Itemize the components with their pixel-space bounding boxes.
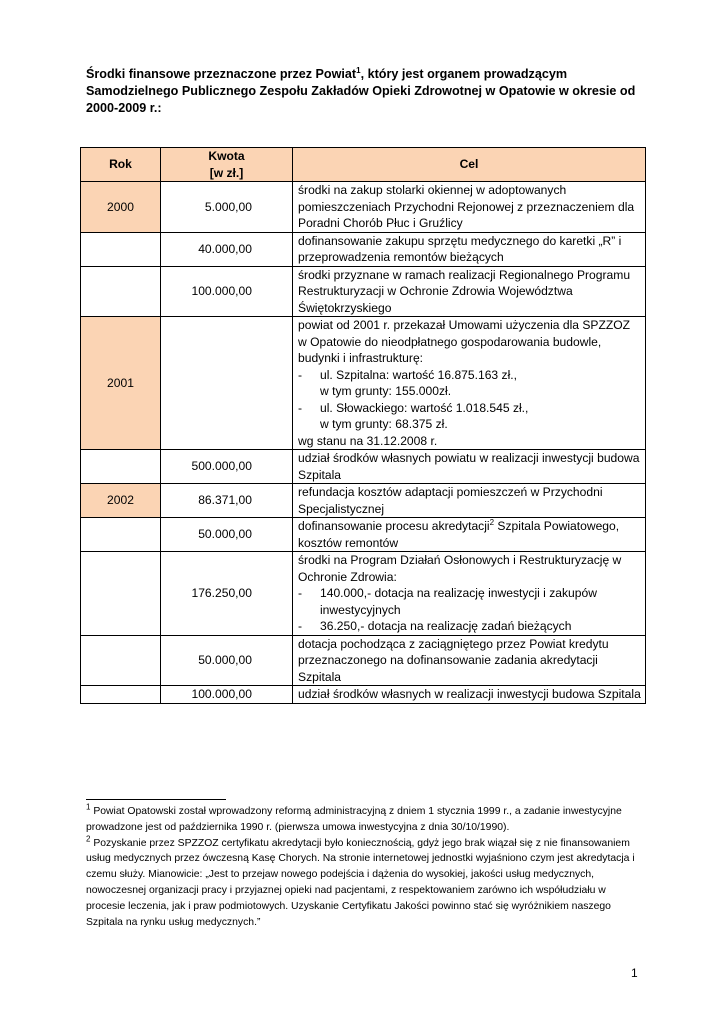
table-row (81, 182, 646, 233)
amount-cell: 500.000,00 (161, 450, 293, 484)
amount-cell: 40.000,00 (161, 232, 293, 266)
list-item (298, 585, 641, 618)
year-cell (81, 266, 161, 317)
purpose-cell: środki przyznane w ramach realizacji Regionalnego Programu Restrukturyzacji w Ochronie Zdrowia Województwa Świętokrzyskiego (293, 266, 646, 317)
header-kwota (161, 148, 293, 182)
list-item-sub: w tym grunty: 155.000zł. (320, 384, 452, 398)
amount-cell (161, 317, 293, 450)
purpose-text: dofinansowanie procesu akredytacji (298, 519, 490, 533)
year-cell (81, 686, 161, 704)
purpose-cell: udział środków własnych w realizacji inwestycji budowa Szpitala (293, 686, 646, 704)
page-title (86, 66, 646, 117)
amount-cell: 86.371,00 (161, 484, 293, 518)
purpose-cell: środki na zakup stolarki okiennej w adoptowanych pomieszczeniach Przychodni Rejonowej z przeznaczeniem dla Poradni Chorób Płuc i Gruźlicy (293, 182, 646, 233)
bullet-dash: - (298, 400, 303, 415)
title-text-cont: , który jest organem prowadzącym Samodzielnego Publicznego Zespołu Zakładów Opieki Zdrowotnej w Opatowie w okresie od 2000-2009 r.: (86, 67, 636, 115)
header-rok: Rok (81, 148, 161, 182)
table-header-row (81, 148, 646, 182)
purpose-cell (293, 518, 646, 552)
table-row (81, 266, 646, 317)
funding-table (80, 147, 646, 704)
footnotes (86, 804, 646, 930)
list-item-text: ul. Słowackiego: wartość 1.018.545 zł., (320, 400, 529, 415)
purpose-cell (293, 552, 646, 636)
year-cell (81, 518, 161, 552)
list-item (298, 618, 641, 635)
year-cell (81, 450, 161, 484)
footnote-1-number: 1 (86, 802, 91, 812)
table-row (81, 450, 646, 484)
purpose-intro: środki na Program Działań Osłonowych i Restrukturyzację w Ochronie Zdrowia: (298, 553, 622, 584)
table-row (81, 686, 646, 704)
amount-cell: 50.000,00 (161, 518, 293, 552)
footnote-separator (86, 799, 226, 800)
footnote-1-text: Powiat Opatowski został wprowadzony reformą administracyjną z dniem 1 stycznia 1999 r., a zadanie inwestycyjne prowadzone jest od października 1990 r. (pierwsza umowa inwestycyjna z dnia 30/10/1990). (86, 806, 622, 833)
list-item-text: 140.000,- dotacja na realizację inwestycji i zakupów inwestycyjnych (320, 586, 597, 617)
year-cell (81, 635, 161, 686)
page-number: 1 (631, 966, 638, 980)
table-row (81, 552, 646, 636)
title-text: Środki finansowe przeznaczone przez Powiat (86, 67, 357, 81)
year-cell: 2002 (81, 484, 161, 518)
list-item (298, 400, 641, 417)
list-item-text: 36.250,- dotacja na realizację zadań bieżących (320, 619, 572, 633)
year-cell: 2000 (81, 182, 161, 233)
table-row (81, 518, 646, 552)
purpose-cell (293, 317, 646, 450)
table-row (81, 635, 646, 686)
bullet-dash: - (298, 619, 303, 633)
purpose-text-cont: Szpitala Powiatowego, kosztów remontów (298, 519, 620, 550)
footnote-ref-1[interactable]: 1 (356, 65, 361, 75)
bullet-dash: - (298, 586, 303, 600)
amount-cell: 100.000,00 (161, 266, 293, 317)
header-kwota-line1: Kwota (208, 149, 245, 163)
purpose-cell: refundacja kosztów adaptacji pomieszczeń w Przychodni Specjalistycznej (293, 484, 646, 518)
year-cell: 2001 (81, 317, 161, 450)
footnote-1 (86, 804, 646, 836)
amount-cell: 100.000,00 (161, 686, 293, 704)
purpose-cell: dotacja pochodząca z zaciągniętego przez Powiat kredytu przeznaczonego na dofinansowanie zadania akredytacji Szpitala (293, 635, 646, 686)
purpose-outro: wg stanu na 31.12.2008 r. (298, 433, 438, 448)
footnote-ref-2[interactable]: 2 (489, 517, 495, 527)
purpose-cell: dofinansowanie zakupu sprzętu medycznego do karetki „R” i przeprowadzenia remontów bieżących (293, 232, 646, 266)
list-item-sub: w tym grunty: 68.375 zł. (320, 417, 448, 431)
amount-cell: 176.250,00 (161, 552, 293, 636)
list-item-text: ul. Szpitalna: wartość 16.875.163 zł., (320, 367, 517, 382)
list-item (298, 367, 641, 384)
year-cell (81, 232, 161, 266)
purpose-cell: udział środków własnych powiatu w realizacji inwestycji budowa Szpitala (293, 450, 646, 484)
footnote-2-text: Pozyskanie przez SPZZOZ certyfikatu akredytacji było koniecznością, gdyż jego brak wiązał się z nie finansowaniem usług medycznych przez ówczesną Kasę Chorych. Na stronie internetowej jednostki wyjaśniono czym jest akredytacja i czemu służy. Mianowicie: „Jest to przejaw nowego podejścia i dążenia do wysokiej, jakości usług medycznych, nowoczesnej organizacji pracy i przyjaznej opieki nad pacjentami, z respektowaniem zarówno ich współudziału w procesie leczenia, jak i praw podmiotowych. Uzyskanie Certyfikatu Jakości powinno stać się wyróżnikiem naszego Szpitala na rynku usług medycznych.” (86, 837, 635, 928)
year-cell (81, 552, 161, 636)
header-cel: Cel (293, 148, 646, 182)
footnote-2-number: 2 (86, 834, 91, 844)
table-row (81, 317, 646, 450)
table-row (81, 232, 646, 266)
purpose-intro: powiat od 2001 r. przekazał Umowami użyczenia dla SPZZOZ w Opatowie do nieodpłatnego gospodarowania budowle, budynki i infrastrukturę: (298, 318, 631, 365)
table-row (81, 484, 646, 518)
footnote-2 (86, 836, 646, 931)
bullet-dash: - (298, 367, 303, 382)
amount-cell: 5.000,00 (161, 182, 293, 233)
header-kwota-line2: [w zł.] (209, 165, 244, 180)
amount-cell: 50.000,00 (161, 635, 293, 686)
